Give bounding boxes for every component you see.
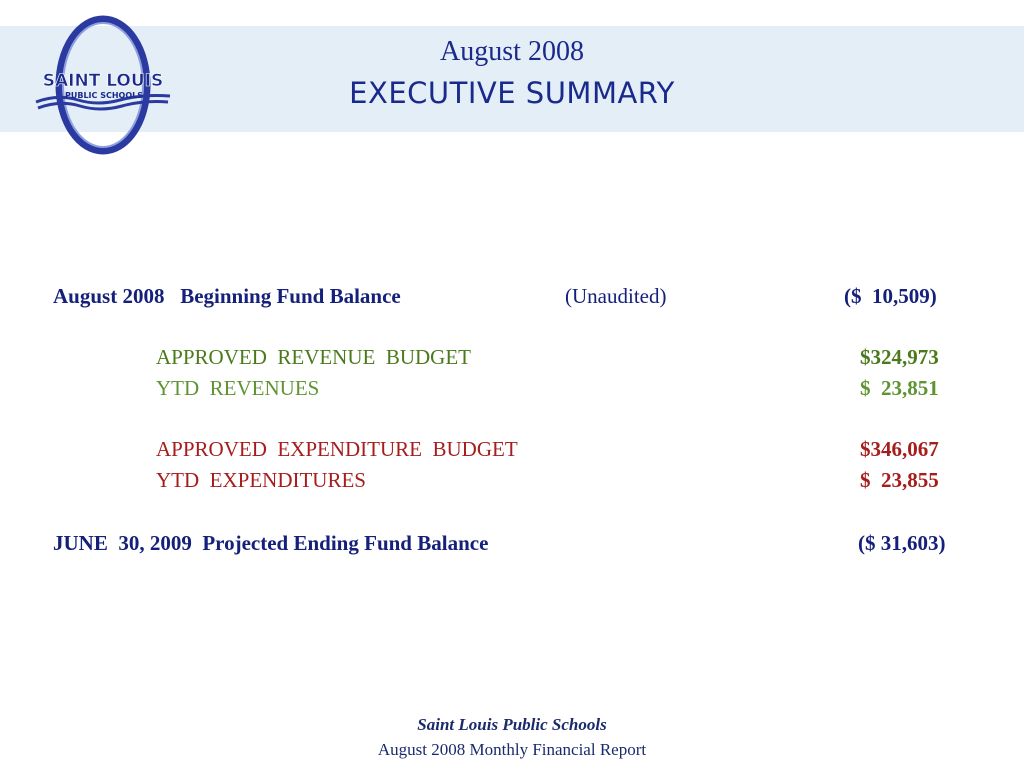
ending-balance-value: ($ 31,603) (858, 531, 946, 555)
beginning-balance-label: August 2008 Beginning Fund Balance (53, 284, 401, 308)
footer-report-name: August 2008 Monthly Financial Report (377, 740, 647, 759)
ytd-revenues-label: YTD REVENUES (156, 376, 320, 400)
beginning-balance-note: (Unaudited) (565, 284, 667, 308)
logo-text-line1: SAINT LOUIS (42, 71, 164, 91)
revenue-budget-value: $324,973 (860, 345, 939, 369)
page-title-month: August 2008 (440, 36, 584, 67)
logo-text-line2: PUBLIC SCHOOLS (65, 91, 143, 100)
expenditure-budget-value: $346,067 (860, 437, 939, 461)
page-title: EXECUTIVE SUMMARY (349, 76, 675, 110)
ytd-expenditures-label: YTD EXPENDITURES (156, 468, 366, 492)
beginning-balance-value: ($ 10,509) (844, 284, 937, 308)
expenditure-budget-label: APPROVED EXPENDITURE BUDGET (156, 437, 518, 461)
footer-organization: Saint Louis Public Schools (417, 715, 607, 734)
ending-balance-label: JUNE 30, 2009 Projected Ending Fund Balance (53, 531, 489, 555)
revenue-budget-label: APPROVED REVENUE BUDGET (156, 345, 471, 369)
ytd-revenues-value: $ 23,851 (860, 376, 939, 400)
ytd-expenditures-value: $ 23,855 (860, 468, 939, 492)
